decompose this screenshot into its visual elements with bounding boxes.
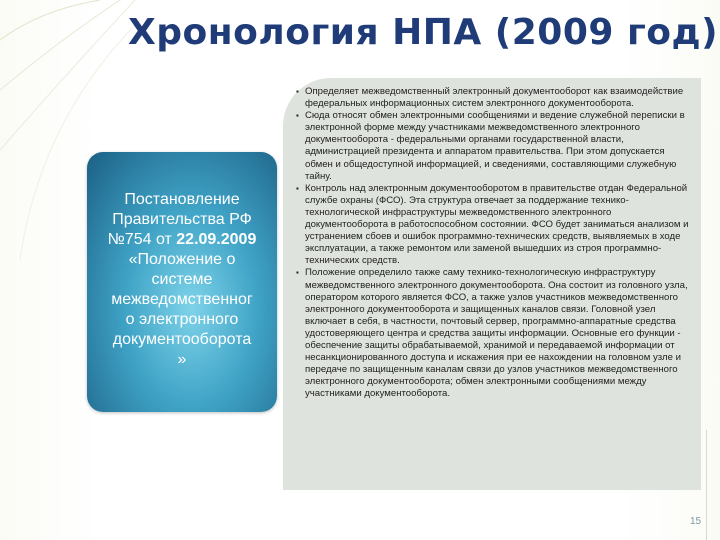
bullet-icon: ▪ xyxy=(296,183,299,193)
resolution-line-6: межведомственног xyxy=(111,291,253,308)
bullet-icon: ▪ xyxy=(296,87,299,96)
resolution-line-7: о электронного xyxy=(125,311,239,328)
paragraph-text: Положение определило также саму технико-технологическую инфраструктуру межведомственного электронного документооборота. Она состоит из головного узла, оператором которого является ФСО, а также узлов участников межведомственного электронного документооборота и защищенных каналов связи. Головной узел включает в себя, в частности, почтовый сервер, программно-аппаратные средства удостоверяющего центра и средства защиты информации. Основные его функции - обеспечение защиты обрабатываемой, хранимой и передаваемой информации от несанкционированного доступа и искажения при ее нахождении на головном узле и передаче по защищенным каналам связи до узлов участников межведомственного электронного документооборота; обмен электронными сообщениями между участниками документооборота. xyxy=(305,267,688,400)
paragraph-1 xyxy=(296,86,690,110)
slide-title: Хронология НПА (2009 год) xyxy=(128,12,719,53)
paragraph-text: Сюда относят обмен электронными сообщениями и ведение служебной переписки в электронной форме между участниками межведомственного электронного документооборота - федеральными органами государственной власти, администрацией президента и аппаратом правительства. При этом допускается обмен и общедоступной информацией, и сведениями, составляющими служебную тайну. xyxy=(305,110,685,182)
resolution-box xyxy=(87,152,277,412)
resolution-text xyxy=(87,190,277,370)
paragraph-3 xyxy=(296,183,690,268)
resolution-line-5: системе xyxy=(151,271,213,288)
resolution-line-1: Постановление xyxy=(124,191,240,208)
paragraph-text: Определяет межведомственный электронный документооборот как взаимодействие федеральных информационных систем электронного документооборота. xyxy=(305,86,684,110)
paragraph-text: Контроль над электронным документооборотом в правительстве отдан Федеральной службе охраны (ФСО). Эта структура отвечает за поддержание технико-технологической инфраструктуры межведомственного электронного документооборота в работоспособном состоянии. ФСО будет заниматься анализом и устранением сбоев и ошибок программно-технических средств, выявляемых в ходе эксплуатации, а также ремонтом или заменой вышедших из строя программно-технических средств. xyxy=(305,182,689,267)
page-number: 15 xyxy=(690,516,702,527)
resolution-line-8: документооборота xyxy=(112,331,252,348)
content-text xyxy=(296,86,690,400)
resolution-date: 22.09.2009 xyxy=(176,231,257,248)
resolution-line-4: «Положение о xyxy=(128,251,236,268)
paragraph-2 xyxy=(296,110,690,183)
resolution-line-3 xyxy=(87,230,277,250)
resolution-line-2: Правительства РФ xyxy=(112,211,252,228)
resolution-line-9: » xyxy=(177,351,187,368)
bullet-icon: ▪ xyxy=(296,111,299,121)
resolution-number: №754 от xyxy=(107,231,177,248)
page-divider xyxy=(706,430,707,540)
paragraph-4 xyxy=(296,267,690,400)
bullet-icon: ▪ xyxy=(296,268,299,278)
